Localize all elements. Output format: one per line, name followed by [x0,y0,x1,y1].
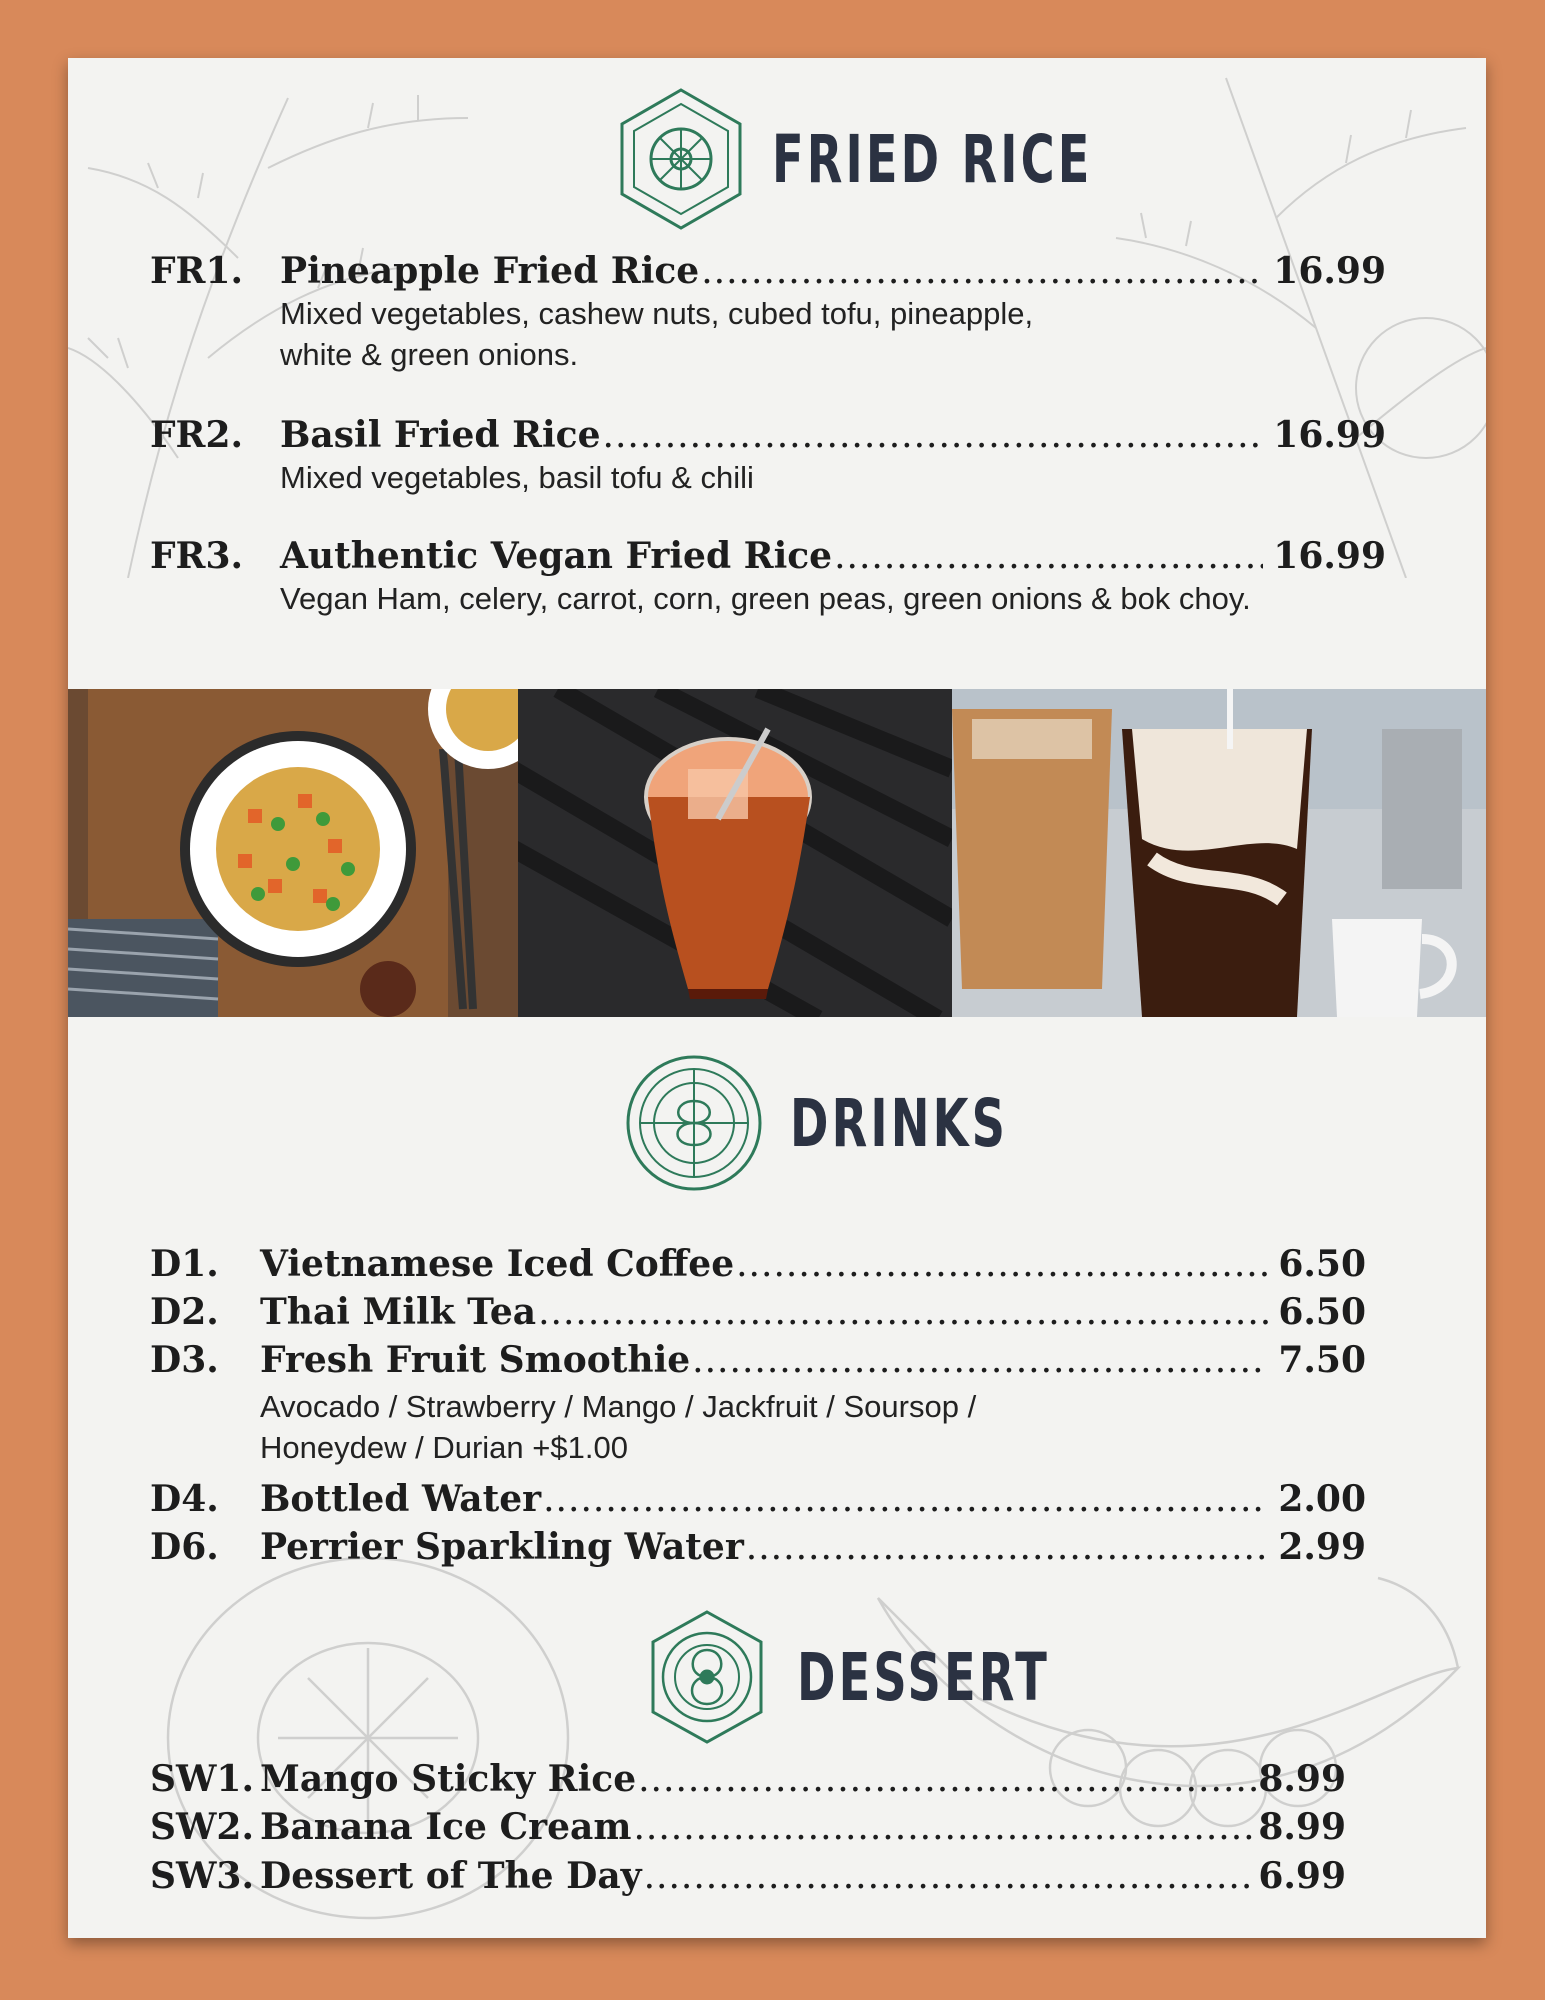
item-name: Vietnamese Iced Coffee [260,1243,735,1285]
item-price: 8.99 [1258,1758,1346,1800]
item-price: 16.99 [1273,250,1386,292]
item-price: 6.50 [1278,1291,1366,1333]
item-name: Mango Sticky Rice [260,1758,637,1800]
item-code: D2. [150,1291,219,1333]
iced-coffee-photo [952,689,1486,1017]
item-price: 6.99 [1258,1855,1346,1897]
item-name: Authentic Vegan Fried Rice [280,535,833,577]
menu-item-d2 [150,1291,1366,1333]
item-description: Mixed vegetables, basil tofu & chili [280,460,754,495]
item-name: Pineapple Fried Rice [280,250,700,292]
leader-dots [543,1479,1268,1520]
item-price: 8.99 [1258,1806,1346,1848]
menu-item-fr3 [150,535,1386,620]
item-description: Mixed vegetables, cashew nuts, cubed tofu, pineapple, [280,296,1034,331]
item-name: Basil Fried Rice [280,414,601,456]
leader-dots [603,415,1264,456]
menu-item-sw3 [150,1855,1346,1897]
item-code: SW1. [150,1758,255,1800]
item-code: FR2. [150,414,244,456]
circle-emblem-icon [624,1053,764,1193]
item-name: Bottled Water [260,1478,542,1520]
item-code: FR1. [150,250,244,292]
menu-item-fr1 [150,250,1386,376]
item-code: D4. [150,1478,219,1520]
leader-dots [834,536,1263,577]
item-code: SW3. [150,1855,255,1897]
item-name: Banana Ice Cream [260,1806,632,1848]
item-name: Perrier Sparkling Water [260,1526,744,1568]
menu-item-d6 [150,1526,1366,1568]
item-price: 7.50 [1278,1339,1366,1381]
drinks-title: DRINKS [790,1084,1009,1162]
item-name: Thai Milk Tea [260,1291,537,1333]
menu-page [68,58,1486,1938]
menu-item-fr2 [150,414,1386,499]
item-description: Honeydew / Durian +$1.00 [260,1429,628,1465]
item-description: Avocado / Strawberry / Mango / Jackfruit / Soursop / [260,1389,977,1424]
item-price: 16.99 [1273,414,1386,456]
dessert-header [643,1608,1121,1746]
item-code: D1. [150,1243,219,1285]
fried-rice-header [616,86,1183,232]
item-price: 2.99 [1278,1526,1366,1568]
item-code: D3. [150,1339,219,1381]
octagon-emblem-icon [643,1608,771,1746]
leader-dots [701,251,1263,292]
leader-dots [692,1340,1268,1381]
leader-dots [736,1244,1268,1285]
leader-dots [746,1527,1269,1568]
item-name: Dessert of The Day [260,1855,642,1897]
item-name: Fresh Fruit Smoothie [260,1339,691,1381]
fried-rice-photo [68,689,518,1017]
item-price: 6.50 [1278,1243,1366,1285]
item-description: Vegan Ham, celery, carrot, corn, green peas, green onions & bok choy. [280,581,1251,616]
menu-item-d4 [150,1478,1366,1520]
item-price: 2.00 [1278,1478,1366,1520]
leader-dots [638,1759,1256,1800]
hexagon-emblem-icon [616,86,746,232]
fried-rice-title: FRIED RICE [772,120,1093,198]
item-description: white & green onions. [280,336,579,372]
thai-tea-photo [518,689,952,1017]
item-code: FR3. [150,535,244,577]
item-code: D6. [150,1526,219,1568]
menu-item-d3 [150,1339,1366,1469]
dessert-title: DESSERT [797,1638,1050,1716]
leader-dots [644,1856,1257,1897]
item-code: SW2. [150,1806,255,1848]
menu-item-sw2 [150,1806,1346,1848]
leader-dots [633,1807,1256,1848]
leader-dots [538,1292,1268,1333]
menu-item-sw1 [150,1758,1346,1800]
drinks-header [624,1053,1070,1193]
item-price: 16.99 [1273,535,1386,577]
menu-item-d1 [150,1243,1366,1285]
